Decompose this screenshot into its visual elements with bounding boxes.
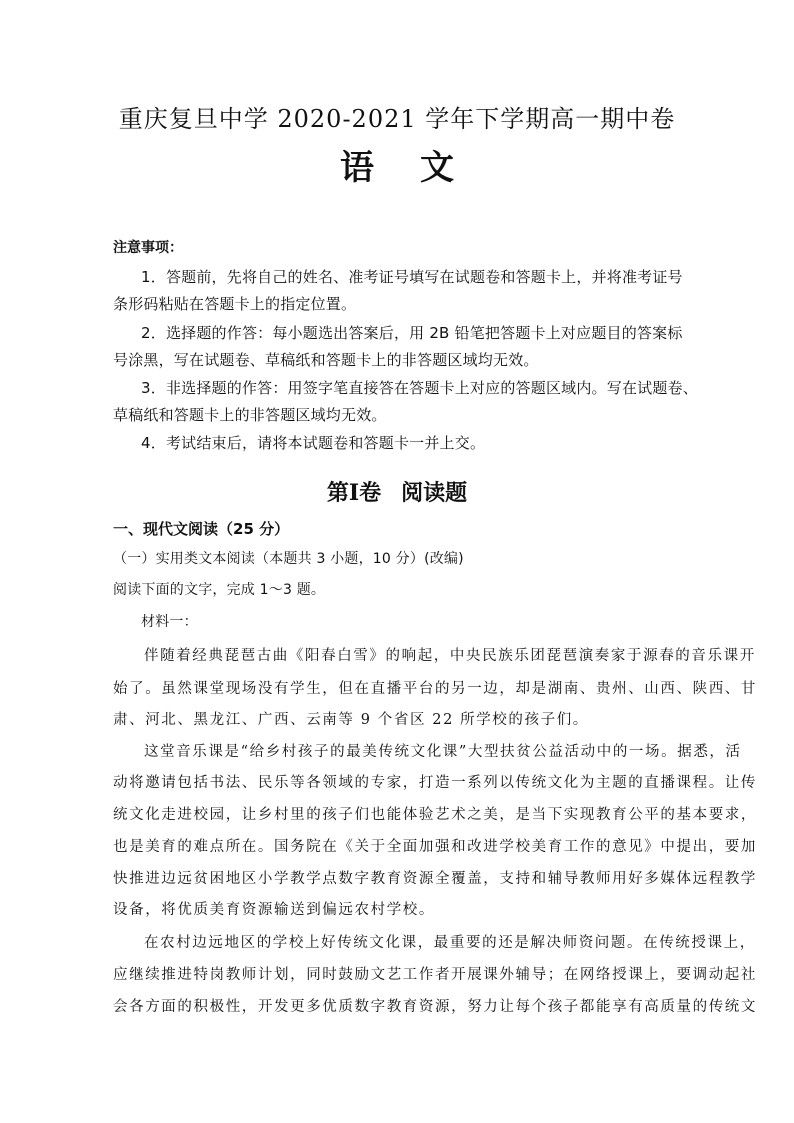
note-line: 2．选择题的作答：每小题选出答案后，用 2B 铅笔把答题卡上对应题目的答案标: [141, 324, 683, 342]
note-line: 草稿纸和答题卡上的非答题区域均无效。: [113, 406, 387, 424]
note-line: 条形码粘贴在答题卡上的指定位置。: [113, 295, 357, 313]
paragraph-line: 统文化走进校园，让乡村里的孩子们也能体验艺术之美，是当下实现教育公平的基本要求，: [113, 807, 757, 823]
exam-title: 重庆复旦中学 2020-2021 学年下学期高一期中卷: [118, 105, 676, 133]
paragraph-line: 也是美育的难点所在。国务院在《关于全面加强和改进学校美育工作的意见》中提出，要加: [113, 839, 757, 855]
paragraph-line: 应继续推进特岗教师计划，同时鼓励文艺工作者开展课外辅导；在网络授课上，要调动起社: [113, 967, 757, 983]
paragraph-line: 动将邀请包括书法、民乐等各领域的专家，打造一系列以传统文化为主题的直播课程。让传: [113, 775, 757, 791]
note-line: 4．考试结束后，请将本试题卷和答题卡一并上交。: [141, 434, 486, 452]
section-title: [0, 478, 794, 508]
section-volume: 第Ⅰ卷: [326, 480, 382, 506]
instruction: 阅读下面的文字，完成 1～3 题。: [113, 582, 326, 598]
paragraph-line: 始了。虽然课堂现场没有学生，但在直播平台的另一边，却是湖南、贵州、山西、陕西、甘: [113, 681, 757, 697]
material-label: 材料一：: [141, 614, 198, 630]
sub-heading: （一）实用类文本阅读（本题共 3 小题，10 分）(改编): [113, 551, 464, 567]
note-line: 号涂黑，写在试题卷、草稿纸和答题卡上的非答题区域均无效。: [113, 351, 539, 369]
paragraph-line: 这堂音乐课是“给乡村孩子的最美传统文化课”大型扶贫公益活动中的一场。据悉，活: [144, 744, 742, 760]
paragraph-line: 会各方面的积极性，开发更多优质数字教育资源，努力让每个孩子都能享有高质量的传统文: [113, 999, 757, 1015]
note-line: 3．非选择题的作答：用签字笔直接答在答题卡上对应的答题区域内。写在试题卷、: [141, 379, 698, 397]
subject-char-1: 语: [340, 148, 374, 188]
note-line: 1．答题前，先将自己的姓名、准考证号填写在试题卷和答题卡上，并将准考证号: [141, 268, 683, 286]
subject-char-2: 文: [420, 148, 454, 188]
paragraph-line: 伴随着经典琵琶古曲《阳春白雪》的响起，中央民族乐团琵琶演奏家于源春的音乐课开: [144, 648, 756, 664]
section-name: 阅读题: [401, 480, 468, 506]
notes-heading: 注意事项：: [113, 240, 183, 256]
paragraph-line: 肃、河北、黑龙江、广西、云南等 9 个省区 22 所学校的孩子们。: [113, 712, 589, 728]
subject-title: [0, 148, 794, 188]
paragraph-line: 快推进边远贫困地区小学教学点数字教育资源全覆盖，支持和辅导教师用好多媒体远程教学: [113, 871, 757, 887]
part-heading: 一、现代文阅读（25 分）: [113, 520, 290, 538]
paragraph-line: 在农村边远地区的学校上好传统文化课，最重要的还是解决师资问题。在传统授课上，: [144, 935, 756, 951]
paragraph-line: 设备，将优质美育资源输送到偏远农村学校。: [113, 902, 435, 918]
